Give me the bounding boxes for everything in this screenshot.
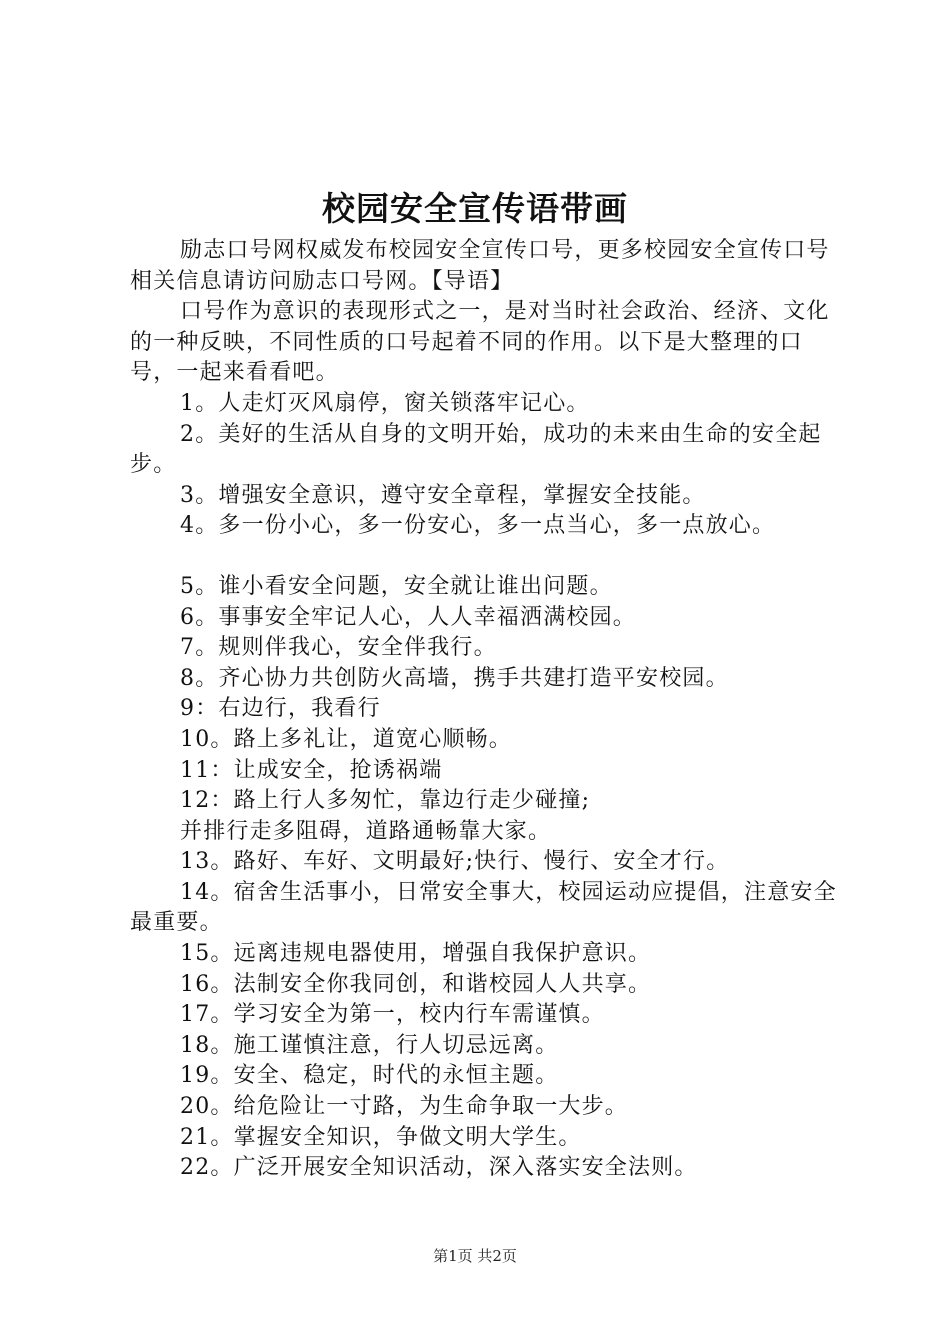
slogan-item: 11：让成安全，抢诱祸端: [180, 757, 443, 783]
paragraph-intro: 励志口号网权威发布校园安全宣传口号，更多校园安全宣传口号相关信息请访问励志口号网。【导语】: [130, 238, 830, 294]
slogan-item: 14。宿舍生活事小，日常安全事大，校园运动应提倡，注意安全最重要。: [130, 879, 837, 936]
document-body: [130, 236, 840, 1184]
page-number-footer: 第1页 共2页: [433, 1247, 517, 1265]
slogan-item: 20。给危险让一寸路，为生命争取一大步。: [180, 1094, 628, 1120]
slogan-item: 1。人走灯灭风扇停，窗关锁落牢记心。: [180, 390, 590, 416]
slogan-item: 2。美好的生活从自身的文明开始，成功的未来由生命的安全起步。: [130, 421, 822, 478]
slogan-item: 22。广泛开展安全知识活动，深入落实安全法则。: [180, 1155, 698, 1181]
slogan-item: 15。远离违规电器使用，增强自我保护意识。: [180, 941, 652, 967]
slogan-item: 6。事事安全牢记人心，人人幸福洒满校园。: [180, 604, 636, 630]
slogan-item: 18。施工谨慎注意，行人切忌远离。: [180, 1032, 559, 1058]
slogan-item: 16。法制安全你我同创，和谐校园人人共享。: [180, 971, 652, 997]
slogan-item: 7。规则伴我心，安全伴我行。: [180, 635, 497, 661]
slogan-item: 10。路上多礼让，道宽心顺畅。: [180, 726, 512, 752]
slogan-item: 并排行走多阻碍，道路通畅靠大家。: [180, 818, 552, 844]
slogan-item: 13。路好、车好、文明最好;快行、慢行、安全才行。: [180, 849, 730, 875]
slogan-item: 8。齐心协力共创防火高墙，携手共建打造平安校园。: [180, 665, 729, 691]
slogan-item: 9：右边行，我看行: [180, 696, 381, 722]
slogan-item: 19。安全、稳定，时代的永恒主题。: [180, 1063, 559, 1089]
document-title: 校园安全宣传语带画: [322, 189, 628, 228]
slogan-item: 5。谁小看安全问题，安全就让谁出问题。: [180, 573, 613, 599]
slogan-item: 21。掌握安全知识，争做文明大学生。: [180, 1124, 582, 1150]
slogan-item: 4。多一份小心，多一份安心，多一点当心，多一点放心。: [180, 513, 776, 539]
slogan-item: 3。增强安全意识，遵守安全章程，掌握安全技能。: [180, 482, 706, 508]
slogan-item: 12：路上行人多匆忙，靠边行走少碰撞;: [180, 788, 591, 814]
paragraph-lead: 口号作为意识的表现形式之一，是对当时社会政治、经济、文化的一种反映，不同性质的口号起着不同的作用。以下是大整理的口号，一起来看看吧。: [130, 299, 830, 386]
slogan-item: 17。学习安全为第一，校内行车需谨慎。: [180, 1002, 605, 1028]
